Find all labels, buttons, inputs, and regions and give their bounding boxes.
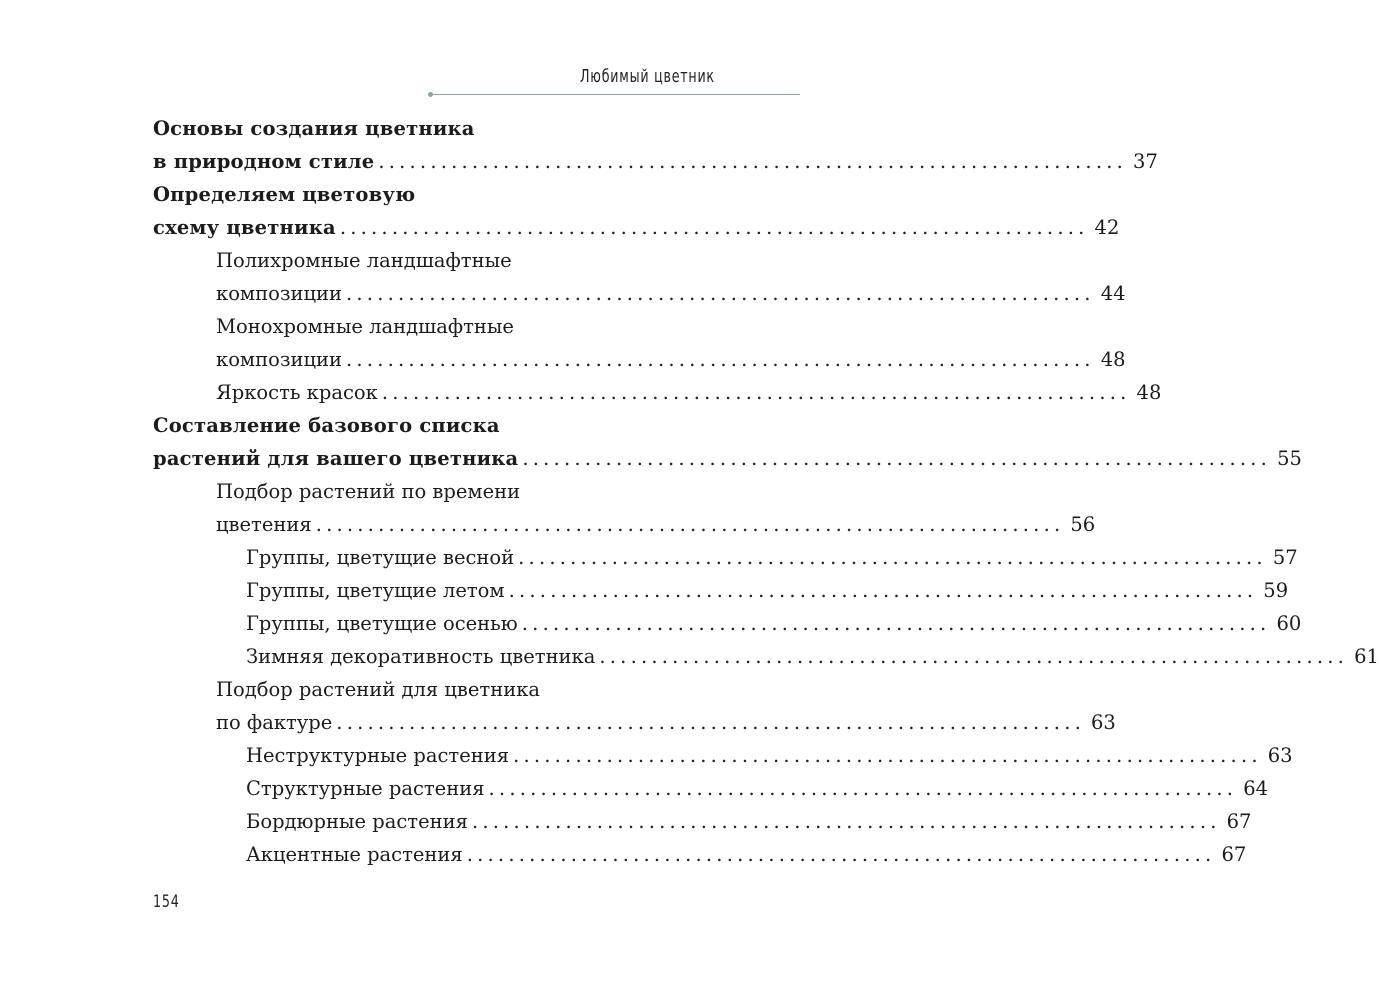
toc-entry-title: Акцентные растения	[246, 843, 463, 866]
dot-leader: ........................................................................	[466, 843, 1216, 866]
toc-entry[interactable]	[153, 442, 1302, 475]
toc-entry[interactable]	[246, 772, 1269, 805]
toc-page-number: 37	[1133, 150, 1158, 173]
toc-entry-title: Зимняя декоративность цветника	[246, 645, 596, 668]
toc-entry[interactable]	[246, 574, 1289, 607]
toc-entry-title: Группы, цветущие весной	[246, 546, 515, 569]
dot-leader: ........................................................................	[378, 150, 1128, 173]
toc-entry-title: Определяем цветовую	[153, 183, 416, 206]
toc-page-number: 67	[1221, 843, 1247, 866]
toc-entry-title: Основы создания цветника	[153, 117, 475, 140]
toc-entry[interactable]	[153, 211, 1120, 244]
toc-entry[interactable]	[246, 640, 1379, 673]
dot-leader: ........................................................................	[346, 348, 1095, 371]
toc-page-number: 67	[1226, 810, 1252, 833]
toc-entry-title: Группы, цветущие летом	[246, 579, 505, 602]
dot-leader: ........................................................................	[513, 744, 1262, 767]
dot-leader: ........................................................................	[521, 612, 1271, 635]
toc-entry[interactable]	[246, 541, 1298, 574]
dot-leader: ........................................................................	[471, 810, 1221, 833]
toc-page-number: 61	[1354, 645, 1379, 668]
toc-page-number: 55	[1277, 447, 1302, 470]
toc-page-number: 59	[1263, 579, 1289, 602]
running-title: Любимый цветник	[580, 66, 715, 87]
toc-page-number: 44	[1100, 282, 1126, 305]
dot-leader: ........................................................................	[488, 777, 1238, 800]
dot-leader: ........................................................................	[518, 546, 1267, 569]
toc-entry[interactable]	[246, 739, 1293, 772]
toc-entry[interactable]	[216, 277, 1126, 310]
toc-entry-title: схему цветника	[153, 216, 336, 239]
toc-entry-title: цветения	[216, 513, 312, 536]
toc-entry[interactable]	[246, 838, 1247, 871]
toc-entry-title: композиции	[216, 282, 342, 305]
toc-entry-title: Составление базового списка	[153, 414, 500, 437]
toc-page-number: 42	[1094, 216, 1120, 239]
toc-page-number: 63	[1091, 711, 1116, 734]
toc-entry-title: Полихромные ландшафтные	[216, 249, 512, 272]
dot-leader: ........................................................................	[599, 645, 1349, 668]
toc-entry-title: в природном стиле	[153, 150, 375, 173]
toc-entry-title: Неструктурные растения	[246, 744, 510, 767]
toc-entry-title: композиции	[216, 348, 342, 371]
toc-entry[interactable]	[216, 706, 1116, 739]
toc-page-number: 64	[1243, 777, 1269, 800]
dot-leader: ........................................................................	[381, 381, 1131, 404]
toc-entry[interactable]	[153, 145, 1158, 178]
toc-entry-title: по фактуре	[216, 711, 333, 734]
toc-page-number: 60	[1276, 612, 1302, 635]
toc-entry-title: Группы, цветущие осенью	[246, 612, 518, 635]
toc-entry[interactable]	[216, 343, 1126, 376]
toc-page-number: 48	[1136, 381, 1162, 404]
toc-entry[interactable]	[246, 607, 1302, 640]
toc-page-number: 63	[1267, 744, 1293, 767]
toc-entry[interactable]	[216, 508, 1096, 541]
dot-leader: ........................................................................	[522, 447, 1272, 470]
toc-entry-title: Бордюрные растения	[246, 810, 468, 833]
toc-entry[interactable]	[246, 805, 1252, 838]
dot-leader: ........................................................................	[315, 513, 1065, 536]
toc-page-number: 56	[1070, 513, 1096, 536]
toc-entry-title: Структурные растения	[246, 777, 485, 800]
dot-leader: ........................................................................	[339, 216, 1089, 239]
dot-leader: ........................................................................	[508, 579, 1258, 602]
page-number: 154	[153, 892, 180, 912]
dot-leader: ........................................................................	[346, 282, 1095, 305]
toc-entry-title: Монохромные ландшафтные	[216, 315, 514, 338]
toc-page-number: 48	[1100, 348, 1126, 371]
toc-entry[interactable]	[216, 376, 1162, 409]
toc-entry-title: Яркость красок	[216, 381, 378, 404]
toc-page-number: 57	[1272, 546, 1298, 569]
toc-entry-title: Подбор растений по времени	[216, 480, 521, 503]
header-rule	[430, 94, 800, 95]
toc-entry-title: Подбор растений для цветника	[216, 678, 541, 701]
dot-leader: ........................................................................	[336, 711, 1085, 734]
toc-entry-title: растений для вашего цветника	[153, 447, 519, 470]
